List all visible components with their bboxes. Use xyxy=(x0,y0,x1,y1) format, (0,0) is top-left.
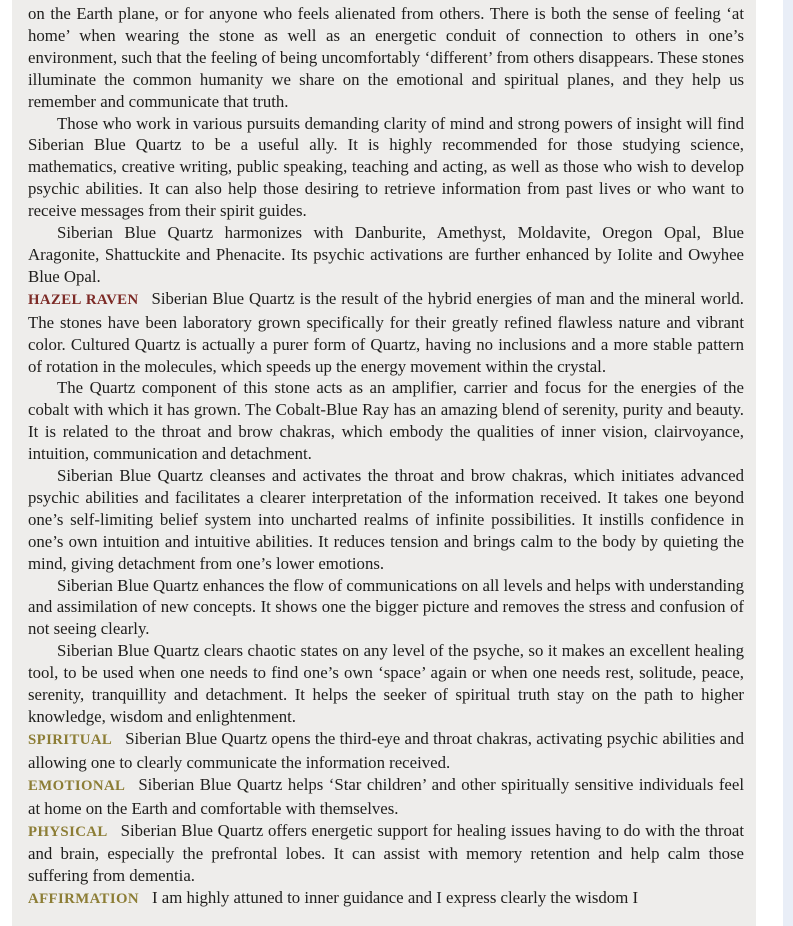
paragraph xyxy=(28,465,744,575)
left-page-margin xyxy=(0,0,12,926)
paragraph-text: The Quartz component of this stone acts as an amplifier, carrier and focus for the energies of the cobalt with which it has grown. The Cobalt-Blue Ray has an amazing blend of serenity, purity and beauty. It is related to the throat and brow chakras, which embody the qualities of inner vision, clairvoyance, intuition, communication and detachment. xyxy=(28,378,744,464)
paragraph-text: Siberian Blue Quartz helps ‘Star children’ and other spiritually sensitive individuals feel at home on the Earth and comfortable with themselves. xyxy=(28,774,744,818)
paragraph-text: Siberian Blue Quartz opens the third-eye and throat chakras, activating psychic abilities and allowing one to clearly communicate the information received. xyxy=(28,728,744,772)
section-label: AFFIRMATION xyxy=(28,891,139,908)
scrollbar-track[interactable] xyxy=(783,0,793,926)
section-label: PHYSICAL xyxy=(28,823,108,840)
paragraph-text: Siberian Blue Quartz offers energetic support for healing issues having to do with the throat and brain, especially the prefrontal lobes. It can assist with memory retention and help calm those suffering from dementia. xyxy=(28,820,744,886)
paragraph xyxy=(28,774,744,820)
paragraph xyxy=(28,728,744,774)
paragraph xyxy=(28,377,744,465)
paragraph xyxy=(28,3,744,113)
paragraph-text: Those who work in various pursuits demanding clarity of mind and strong powers of insight will find Siberian Blue Quartz to be a useful ally. It is highly recommended for those studying science, mathematics, creative writing, public speaking, teaching and acting, as well as those who wish to develop psychic abilities. It can also help those desiring to retrieve information from past lives or who want to receive messages from their spirit guides. xyxy=(28,113,744,221)
section-label: EMOTIONAL xyxy=(28,777,126,794)
paragraph xyxy=(28,887,744,911)
paragraph-text: Siberian Blue Quartz is the result of the hybrid energies of man and the mineral world. The stones have been laboratory grown specifically for their greatly refined flawless nature and vibrant color. Cultured Quartz is actually a purer form of Quartz, having no inclusions and a more stable pattern of rotation in the molecules, which speeds up the energy movement within the crystal. xyxy=(28,288,745,376)
paragraph xyxy=(28,222,744,288)
book-page xyxy=(12,0,756,926)
paragraph-text: Siberian Blue Quartz clears chaotic states on any level of the psyche, so it makes an excellent healing tool, to be used when one needs to find one’s own ‘space’ again or when one needs rest, solitude, peace, serenity, tranquillity and detachment. It helps the seeker of spiritual truth stay on the path to higher knowledge, wisdom and enlightenment. xyxy=(28,641,744,726)
paragraph-text: on the Earth plane, or for anyone who feels alienated from others. There is both the sense of feeling ‘at home’ when wearing the stone as well as an energetic conduit of connection to others in one’s environment, such that the feeling of being uncomfortably ‘different’ from others disappears. These stones illuminate the common humanity we share on the emotional and spiritual planes, and they help us remember and communicate that truth. xyxy=(28,4,744,111)
paragraph-text: Siberian Blue Quartz cleanses and activates the throat and brow chakras, which initiates advanced psychic abilities and facilitates a clearer interpretation of the information received. It takes one beyond one’s self-limiting belief system into uncharted realms of infinite possibilities. It instills confidence in one’s own intuition and intuitive abilities. It reduces tension and brings calm to the body by quieting the mind, giving detachment from one’s lower emotions. xyxy=(28,466,744,573)
paragraph-text: Siberian Blue Quartz harmonizes with Danburite, Amethyst, Moldavite, Oregon Opal, Blue Aragonite, Shattuckite and Phenacite. Its psychic activations are further enhanced by Iolite and Owyhee Blue Opal. xyxy=(28,223,744,286)
paragraph-text: I am highly attuned to inner guidance and I express clearly the wisdom I xyxy=(151,888,639,908)
paragraph xyxy=(28,288,744,378)
paragraph xyxy=(28,640,744,728)
right-page-margin xyxy=(756,0,783,926)
paragraph xyxy=(28,820,744,888)
text-column xyxy=(28,3,744,911)
paragraph xyxy=(28,113,744,223)
section-label: SPIRITUAL xyxy=(28,731,113,748)
paragraph-text: Siberian Blue Quartz enhances the flow of communications on all levels and helps with understanding and assimilation of new concepts. It shows one the bigger picture and removes the stress and confusion of not seeing clearly. xyxy=(28,575,744,639)
author-label: HAZEL RAVEN xyxy=(28,291,139,308)
paragraph xyxy=(28,575,744,641)
